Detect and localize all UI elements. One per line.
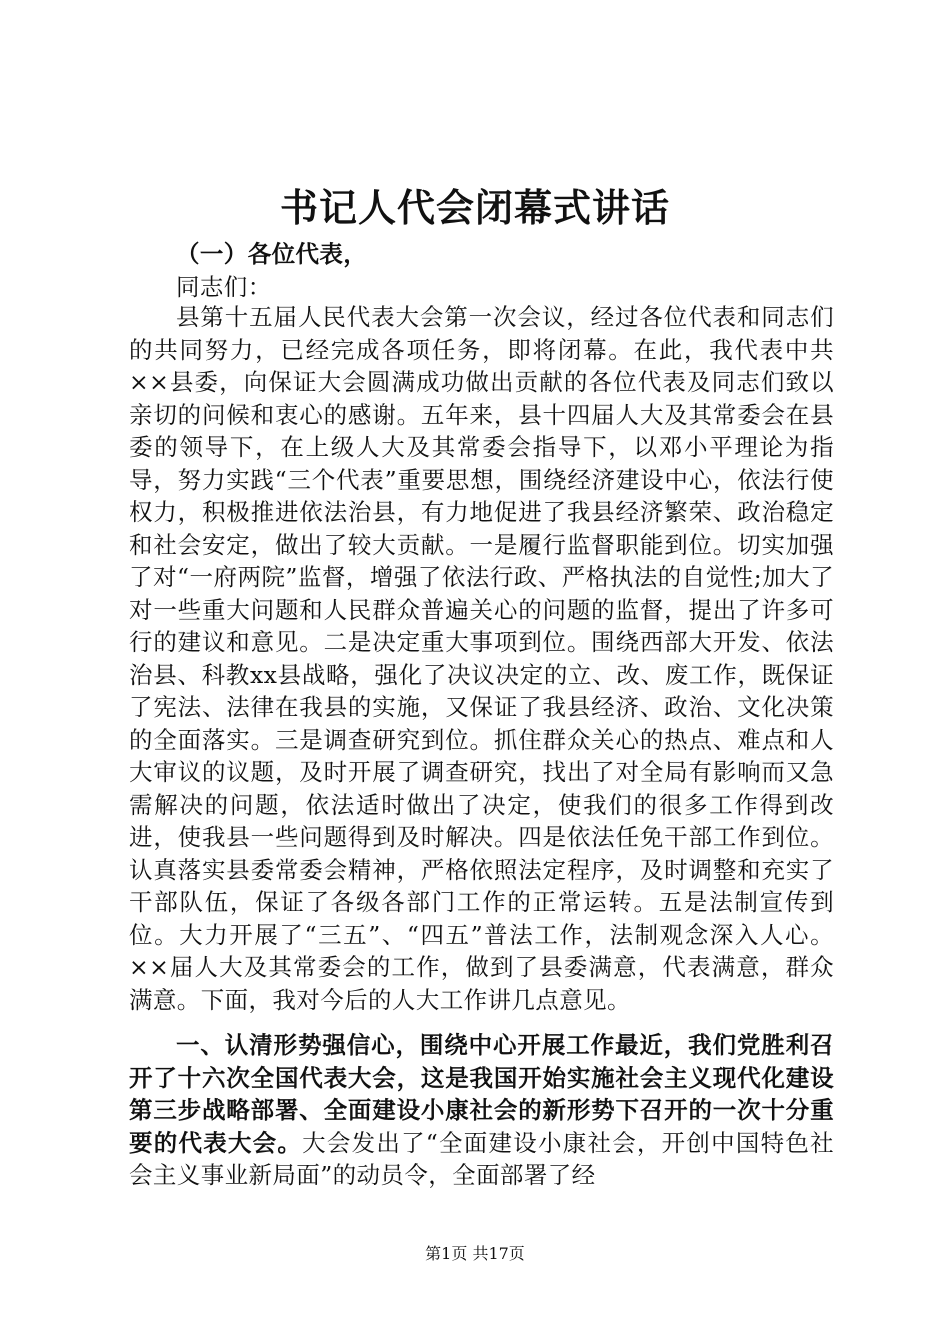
salutation-greeting: 同志们： [176, 272, 272, 301]
section-one-text: 大会发出了“全面建设小康社会，开创中国特色社会主义事业新局面”的动员令，全面部署了经 [129, 1128, 834, 1189]
section-one-lead: 一、认清形势强信心，围绕中心开展工作最近，我们党胜利召开了十六次全国代表大会，这是我国开始实施社会主义现代化建设第三步战略部署、全面建设小康社会的新形势下召开的一次十分重要的代表大会。 [129, 1031, 834, 1157]
salutation [129, 238, 834, 303]
section-one-paragraph [129, 1029, 834, 1192]
body-paragraph: 县第十五届人民代表大会第一次会议，经过各位代表和同志们的共同努力，已经完成各项任务，即将闭幕。在此，我代表中共××县委，向保证大会圆满成功做出贡献的各位代表及同志们致以亲切的问候和衷心的感谢。五年来，县十四届人大及其常委会在县委的领导下，在上级人大及其常委会指导下，以邓小平理论为指导，努力实践“三个代表”重要思想，围绕经济建设中心，依法行使权力，积极推进依法治县，有力地促进了我县经济繁荣、政治稳定和社会安定，做出了较大贡献。一是履行监督职能到位。切实加强了对“一府两院”监督，增强了依法行政、严格执法的自觉性;加大了对一些重大问题和人民群众普遍关心的问题的监督，提出了许多可行的建议和意见。二是决定重大事项到位。围绕西部大开发、依法治县、科教xx县战略，强化了决议决定的立、改、废工作，既保证了宪法、法律在我县的实施，又保证了我县经济、政治、文化决策的全面落实。三是调查研究到位。抓住群众关心的热点、难点和人大审议的议题，及时开展了调查研究，找出了对全局有影响而又急需解决的问题，依法适时做出了决定，使我们的很多工作得到改进，使我县一些问题得到及时解决。四是依法任免干部工作到位。认真落实县委常委会精神，严格依照法定程序，及时调整和充实了干部队伍，保证了各级各部门工作的正常运转。五是法制宣传到位。大力开展了“三五”、“四五”普法工作，法制观念深入人心。××届人大及其常委会的工作，做到了县委满意，代表满意，群众满意。下面，我对今后的人大工作讲几点意见。 [129, 303, 834, 1014]
document-title: 书记人代会闭幕式讲话 [279, 185, 670, 230]
salutation-heading: （一）各位代表， [176, 240, 368, 268]
page-footer: 第1页 共17页 [425, 1244, 525, 1263]
